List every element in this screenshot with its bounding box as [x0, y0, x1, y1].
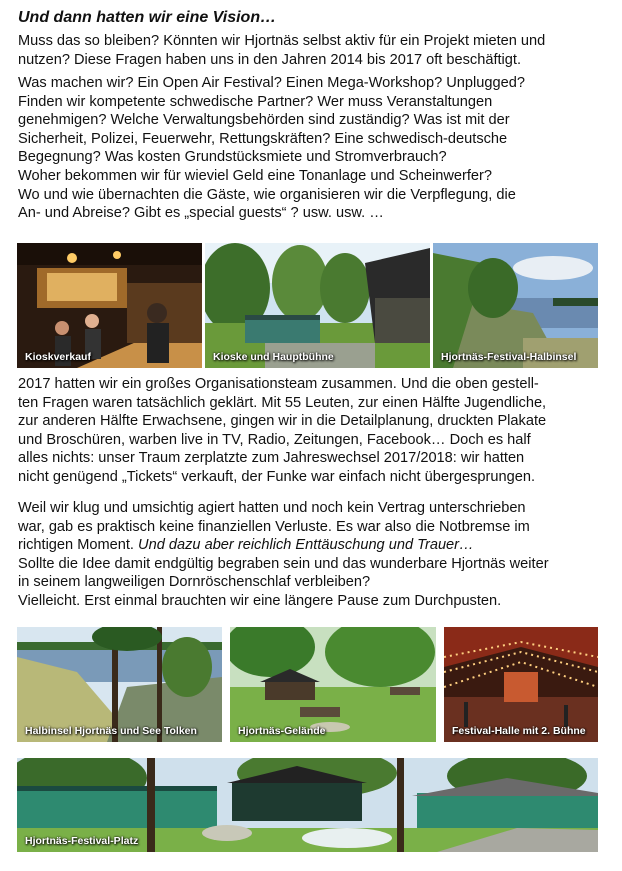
text-line: war, gab es praktisch keine finanziellen Verluste. Es war also die Notbremse im	[18, 518, 530, 535]
photo-kiosk-sales	[17, 243, 202, 368]
text-line: Begegnung? Was kosten Grundstücksmiete und Stromverbrauch?	[18, 149, 447, 166]
text-line: Woher bekommen wir für wieviel Geld eine Tonanlage und Scheinwerfer?	[18, 167, 493, 184]
text-line: alles nichts: unser Traum zerplatzte zum Jahreswechsel 2017/2018: wir hatten	[18, 450, 525, 467]
text-line: nicht genügend „Tickets“ verkauft, der Funke war einfach nicht übergesprungen.	[18, 468, 536, 485]
text-line	[18, 536, 610, 555]
text-line: zur anderen Hälfte Erwachsene, gingen wir in die Detailplanung, druckten Plakate	[18, 413, 547, 430]
aftermath-paragraph	[18, 499, 610, 611]
photo-festival-peninsula	[433, 243, 598, 368]
text-line: 2017 hatten wir ein großes Organisationsteam zusammen. Und die oben gestell-	[18, 376, 539, 392]
text-line: genehmigen? Welche Verwaltungsbehörden sind zuständig? Was ist mit der	[18, 112, 510, 129]
text-line: ten Fragen waren tatsächlich geklärt. Mit 55 Leuten, zur einen Hälfte Jugendliche,	[18, 394, 547, 411]
text-line: An- und Abreise? Gibt es „special guests“ ? usw. usw. …	[18, 205, 384, 222]
text-line: Finden wir kompetente schwedische Partner? Wer muss Veranstaltungen	[18, 93, 493, 110]
text-line: Was machen wir? Ein Open Air Festival? Einen Mega-Workshop? Unplugged?	[18, 75, 525, 91]
photo-caption: Hjortnäs-Gelände	[238, 725, 326, 737]
text-line: Vielleicht. Erst einmal brauchten wir eine längere Pause zum Durchpusten.	[18, 592, 502, 609]
photo-caption: Hjortnäs-Festival-Platz	[25, 835, 139, 847]
text-line: Wo und wie übernachten die Gäste, wie organisieren wir die Verpflegung, die	[18, 186, 516, 203]
photo-caption: Festival-Halle mit 2. Bühne	[452, 725, 586, 737]
photo-caption: Kioske und Hauptbühne	[213, 351, 334, 363]
text-plain: richtigen Moment.	[18, 537, 139, 554]
text-line: Weil wir klug und umsichtig agiert hatten und noch kein Vertrag unterschrieben	[18, 500, 526, 516]
text-italic: Und dazu aber reichlich Enttäuschung und Trauer…	[138, 537, 474, 554]
photo-caption: Halbinsel Hjortnäs und See Tolken	[25, 725, 197, 737]
text-line: und Broschüren, warben live in TV, Radio, Zeitungen, Facebook… Doch es half	[18, 431, 531, 448]
text-line: in seinem langweiligen Dornröschenschlaf verbleiben?	[18, 574, 371, 591]
text-line: Sicherheit, Polizei, Feuerwehr, Rettungskräften? Eine schwedisch-deutsche	[18, 130, 508, 147]
photo-kiosks-main-stage	[205, 243, 430, 368]
photo-hjortnas-grounds	[230, 627, 436, 742]
story-paragraph	[18, 375, 610, 487]
photo-caption: Hjortnäs-Festival-Halbinsel	[441, 351, 577, 363]
intro-paragraph	[18, 32, 610, 69]
text-line: Sollte die Idee damit endgültig begraben sein und das wunderbare Hjortnäs weiter	[18, 555, 549, 572]
photo-festival-site	[17, 758, 598, 852]
photo-caption: Kioskverkauf	[25, 351, 91, 363]
photo-peninsula-lake	[17, 627, 222, 742]
questions-paragraph	[18, 74, 610, 223]
heading: Und dann hatten wir eine Vision…	[18, 9, 277, 26]
text-line: Muss das so bleiben? Könnten wir Hjortnäs selbst aktiv für ein Projekt mieten und	[18, 33, 546, 49]
text-line: nutzen? Diese Fragen haben uns in den Jahren 2014 bis 2017 oft beschäftigt.	[18, 51, 522, 68]
photo-festival-hall	[444, 627, 598, 742]
